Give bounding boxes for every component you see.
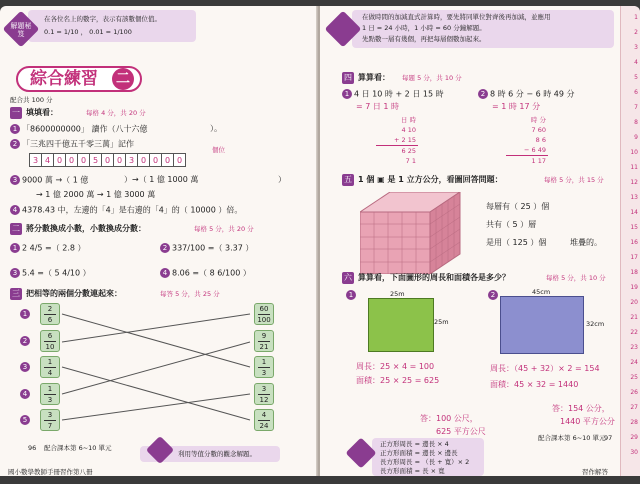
ruler-number: 4 bbox=[634, 59, 638, 66]
question-1: 1 「8600000000」 讀作（八十六億 bbox=[10, 124, 147, 135]
footer-page-number: 96 bbox=[28, 444, 37, 452]
square-top-label: 25m bbox=[390, 290, 405, 298]
calc-2-rule bbox=[506, 155, 548, 156]
place-value-cell: 0 bbox=[149, 153, 162, 167]
question-2: 2 「三兆四千億五千零三萬」記作 bbox=[10, 139, 134, 150]
ruler-number: 9 bbox=[634, 134, 638, 141]
place-value-cell: 4 bbox=[41, 153, 54, 167]
calc-1-answer: = 7 日 1 時 bbox=[356, 102, 400, 111]
section-3-title: 把相等的兩個分數連起來： bbox=[26, 289, 122, 298]
place-value-cell: 0 bbox=[173, 153, 186, 167]
fraction-q3: 3 5.4 =（ 5 4/10 ） bbox=[10, 268, 91, 279]
square-shape bbox=[368, 298, 434, 352]
place-value-cell: 0 bbox=[161, 153, 174, 167]
ruler-number: 1 bbox=[634, 14, 638, 21]
left-fraction-3 bbox=[40, 356, 60, 378]
right-footer-text: 配合課本第 6~10 單元 bbox=[538, 434, 606, 442]
place-value-cell: 0 bbox=[113, 153, 126, 167]
calc-1-row-3: + 2 15 bbox=[394, 136, 416, 144]
question-2-text: 「三兆四千億五千零三萬」記作 bbox=[22, 139, 134, 149]
calc-2-title: 2 8 時 6 分 − 6 時 49 分 bbox=[478, 89, 575, 100]
cube-stack bbox=[360, 192, 464, 274]
section-3-points: 每答 5 分，共 25 分 bbox=[160, 290, 220, 298]
denominator: 4 bbox=[47, 369, 53, 377]
rectangle-shape bbox=[500, 296, 584, 354]
square-side-label: 25m bbox=[434, 318, 449, 326]
cube-question-1: 每層有（ 25 ）個 bbox=[486, 202, 550, 211]
section-2-title: 將分數換成小數，小數換成分數： bbox=[26, 224, 146, 233]
square-perimeter: 周長：25 × 4 = 100 bbox=[356, 362, 435, 371]
matching-area bbox=[0, 302, 318, 432]
cube-question-2: 共有（ 5 ）層 bbox=[486, 220, 537, 229]
rectangle-answer: 答：154 公分， bbox=[552, 404, 610, 413]
rectangle-top-label: 45cm bbox=[532, 288, 551, 296]
place-value-cell: 5 bbox=[89, 153, 102, 167]
ruler-number: 11 bbox=[630, 164, 638, 171]
calc-1-rule bbox=[376, 145, 418, 146]
ruler-number: 30 bbox=[630, 449, 638, 456]
place-value-cell: 3 bbox=[29, 153, 42, 167]
fraction-q1: 1 2 4/5 =（ 2.8 ） bbox=[10, 243, 86, 254]
right-page bbox=[320, 6, 640, 476]
ruler-number: 2 bbox=[634, 29, 638, 36]
ruler-number: 26 bbox=[630, 389, 638, 396]
question-1-tail: ）。 bbox=[210, 124, 222, 133]
rectangle-perimeter: 周長：（45 + 32）× 2 = 154 bbox=[490, 364, 600, 373]
right-fraction-2 bbox=[254, 330, 274, 352]
numerator: 3 bbox=[258, 384, 270, 395]
ruler-number: 6 bbox=[634, 89, 638, 96]
place-value-cell: 3 bbox=[125, 153, 138, 167]
left-fraction-5 bbox=[40, 409, 60, 431]
ruler-number: 3 bbox=[634, 44, 638, 51]
ruler-number: 21 bbox=[630, 314, 638, 321]
ruler-number: 16 bbox=[630, 239, 638, 246]
fraction-q4: 4 8.06 =（ 8 6/100 ） bbox=[160, 268, 251, 279]
fraction-q3-text: 5.4 =（ 5 4/10 ） bbox=[22, 268, 91, 278]
section-6-title: 算算看，下面圖形的周長和面積各是多少？ bbox=[358, 273, 510, 282]
right-footer-tip-2: 正方形面積 = 邊長 × 邊長 bbox=[380, 449, 458, 457]
ruler-number: 20 bbox=[630, 299, 638, 306]
calc-2-row-2: 7 60 bbox=[531, 126, 546, 134]
ruler-number: 18 bbox=[630, 269, 638, 276]
ruler-number: 29 bbox=[630, 434, 638, 441]
question-4: 4 4378.43 中，左邊的「4」是右邊的「4」的（ 10000 ）倍。 bbox=[10, 205, 242, 216]
numerator: 4 bbox=[258, 410, 270, 421]
place-value-chart bbox=[30, 153, 186, 167]
fraction-q1-text: 2 4/5 =（ 2.8 ） bbox=[22, 243, 86, 253]
right-bottom-text: 習作解答 bbox=[582, 468, 608, 476]
denominator: 10 bbox=[45, 342, 55, 351]
right-tip-line-3: 先點數一層有幾個，再把每層個數加起來。 bbox=[362, 35, 486, 43]
place-value-cell: 0 bbox=[65, 153, 78, 167]
right-fraction-4 bbox=[254, 383, 274, 405]
right-footer-tip-1: 正方形周長 = 邊長 × 4 bbox=[380, 440, 449, 448]
calc-2-row-1: 時 分 bbox=[530, 116, 546, 124]
question-3-tail: ） bbox=[278, 175, 286, 184]
place-value-cell: 0 bbox=[101, 153, 114, 167]
numerator: 3 bbox=[44, 410, 56, 421]
ruler-number: 22 bbox=[630, 329, 638, 336]
denominator: 3 bbox=[47, 395, 53, 404]
tip-example: 0.1 = 1/10 ， 0.01 = 1/100 bbox=[44, 28, 132, 36]
calc-1-row-4: 6 25 bbox=[401, 147, 416, 155]
section-1-points: 每格 4 分，共 20 分 bbox=[86, 109, 146, 117]
section-5-title: 1 個 ▣ 是 1 立方公分，看圖回答問題： bbox=[358, 175, 503, 184]
section-5-points: 每格 5 分，共 15 分 bbox=[544, 176, 604, 184]
rectangle-answer-2: 1440 平方公分 bbox=[560, 417, 615, 426]
denominator: 12 bbox=[259, 395, 269, 404]
ruler-number: 12 bbox=[630, 179, 638, 186]
tip-badge-label: 解題秘笈 bbox=[10, 22, 32, 38]
denominator: 3 bbox=[261, 369, 267, 377]
place-value-cell: 0 bbox=[77, 153, 90, 167]
right-fraction-5 bbox=[254, 409, 274, 431]
right-footer-tip-4: 長方形面積 = 長 × 寬 bbox=[380, 467, 445, 475]
question-3-line2: → 1 億 2000 萬 → 1 億 3000 萬 bbox=[36, 190, 156, 199]
question-1-text: 「8600000000」 讀作（八十六億 bbox=[22, 124, 148, 134]
match-item-number: 1 bbox=[20, 309, 30, 319]
section-4-title: 算算看： bbox=[358, 73, 390, 82]
ruler-number: 25 bbox=[630, 374, 638, 381]
denominator: 21 bbox=[259, 342, 269, 351]
right-tip-line-1: 在做時間的加減直式計算時，要先將同單位對齊後再加減，並應用 bbox=[362, 13, 551, 21]
footer-tip: 利用等值分數的觀念解題。 bbox=[178, 450, 256, 458]
match-item-number: 2 bbox=[20, 336, 30, 346]
left-fraction-2 bbox=[40, 330, 60, 352]
calc-2-title-text: 8 時 6 分 − 6 時 49 分 bbox=[490, 89, 575, 99]
score-note: 配合共 100 分 bbox=[10, 96, 53, 104]
page-ruler bbox=[620, 6, 640, 476]
right-fraction-3 bbox=[254, 356, 274, 378]
calc-2-row-5: 1 17 bbox=[531, 157, 546, 165]
tip-text: 在各位名上的數字，表示有該數個位值。 bbox=[44, 15, 161, 23]
question-4-text: 4378.43 中，左邊的「4」是右邊的「4」的（ 10000 ）倍。 bbox=[22, 205, 243, 215]
square-answer: 答：100 公尺， bbox=[420, 414, 478, 423]
left-page bbox=[0, 6, 318, 476]
ruler-number: 7 bbox=[634, 104, 638, 111]
page-title: 綜合練習 bbox=[30, 69, 98, 89]
fraction-q4-text: 8.06 =（ 8 6/100 ） bbox=[172, 268, 251, 278]
footer-text: 配合課本第 6~10 單元 bbox=[44, 444, 112, 452]
section-2-points: 每格 5 分，共 20 分 bbox=[194, 225, 254, 233]
rectangle-side-label: 32cm bbox=[586, 320, 605, 328]
section-6-points: 每格 5 分，共 10 分 bbox=[546, 274, 606, 282]
ruler-number: 10 bbox=[630, 149, 638, 156]
cube-question-3-tail: 堆疊的。 bbox=[570, 238, 602, 247]
ruler-number: 28 bbox=[630, 419, 638, 426]
numerator: 2 bbox=[44, 304, 56, 315]
denominator: 7 bbox=[47, 422, 53, 430]
place-value-cell: 0 bbox=[137, 153, 150, 167]
right-footer-tip-3: 長方形周長 = （長 + 寬）× 2 bbox=[380, 458, 470, 466]
question-3-text: 9000 萬 →（ 1 億 bbox=[22, 175, 89, 185]
calc-1-title-text: 4 日 10 時 + 2 日 15 時 bbox=[354, 89, 444, 99]
ruler-number: 5 bbox=[634, 74, 638, 81]
denominator: 24 bbox=[259, 422, 269, 430]
title-number: 二 bbox=[112, 68, 134, 90]
ruler-number: 14 bbox=[630, 209, 638, 216]
calc-1-row-2: 4 10 bbox=[401, 126, 416, 134]
denominator: 100 bbox=[257, 316, 271, 324]
section-6-num: 六 bbox=[344, 273, 352, 282]
right-tip-line-2: 1 日 = 24 小時，1 小時 = 60 分鐘解題。 bbox=[362, 24, 486, 32]
section-4-num: 四 bbox=[344, 73, 352, 82]
match-item-number: 5 bbox=[20, 415, 30, 425]
calc-1-row-5: 7 1 bbox=[405, 157, 416, 165]
section-2-num: 二 bbox=[12, 224, 20, 233]
left-fraction-4 bbox=[40, 383, 60, 405]
section-5-num: 五 bbox=[344, 175, 352, 184]
ruler-number: 24 bbox=[630, 359, 638, 366]
ruler-number: 23 bbox=[630, 344, 638, 351]
numerator: 6 bbox=[44, 331, 56, 342]
ruler-number: 19 bbox=[630, 284, 638, 291]
numerator: 1 bbox=[44, 384, 56, 395]
fraction-q2: 2 337/100 =（ 3.37 ） bbox=[160, 243, 253, 254]
match-item-number: 4 bbox=[20, 389, 30, 399]
section-4-points: 每題 5 分，共 10 分 bbox=[402, 74, 462, 82]
calc-2-row-4: − 6 49 bbox=[524, 146, 546, 154]
denominator: 6 bbox=[47, 316, 53, 324]
numerator: 9 bbox=[258, 331, 270, 342]
calc-2-answer: = 1 時 17 分 bbox=[492, 102, 541, 111]
cube-question-3: 是用（ 125 ）個 bbox=[486, 238, 547, 247]
fraction-q2-text: 337/100 =（ 3.37 ） bbox=[172, 243, 254, 253]
question-3: 3 9000 萬 →（ 1 億 bbox=[10, 175, 88, 186]
bottom-text: 國小數學教師手冊習作第八冊 bbox=[8, 468, 93, 476]
ruler-number: 8 bbox=[634, 119, 638, 126]
ruler-number: 17 bbox=[630, 254, 638, 261]
right-footer-page: 97 bbox=[604, 434, 613, 442]
section-3-num: 三 bbox=[12, 289, 20, 298]
rectangle-area: 面積：45 × 32 = 1440 bbox=[490, 380, 579, 389]
shape-1-num: 1 bbox=[346, 290, 356, 300]
calc-2-row-3: 8 6 bbox=[535, 136, 546, 144]
ruler-number: 27 bbox=[630, 404, 638, 411]
question-3-mid: ）→（ 1 億 1000 萬 bbox=[124, 175, 199, 184]
place-value-label: 個位 bbox=[212, 146, 225, 154]
square-answer-2: 625 平方公尺 bbox=[436, 427, 486, 436]
calc-1-title: 1 4 日 10 時 + 2 日 15 時 bbox=[342, 89, 444, 100]
square-area: 面積：25 × 25 = 625 bbox=[356, 376, 440, 385]
section-1-title: 填填看： bbox=[26, 108, 58, 117]
place-value-cell: 0 bbox=[53, 153, 66, 167]
right-fraction-1 bbox=[254, 303, 274, 325]
shape-2-num: 2 bbox=[488, 290, 498, 300]
left-fraction-1 bbox=[40, 303, 60, 325]
ruler-number: 15 bbox=[630, 224, 638, 231]
numerator: 1 bbox=[44, 357, 56, 368]
match-item-number: 3 bbox=[20, 362, 30, 372]
ruler-number: 13 bbox=[630, 194, 638, 201]
numerator: 60 bbox=[259, 305, 269, 313]
section-1-num: 一 bbox=[12, 108, 20, 117]
calc-1-row-1: 日 時 bbox=[400, 116, 416, 124]
numerator: 1 bbox=[258, 357, 270, 368]
